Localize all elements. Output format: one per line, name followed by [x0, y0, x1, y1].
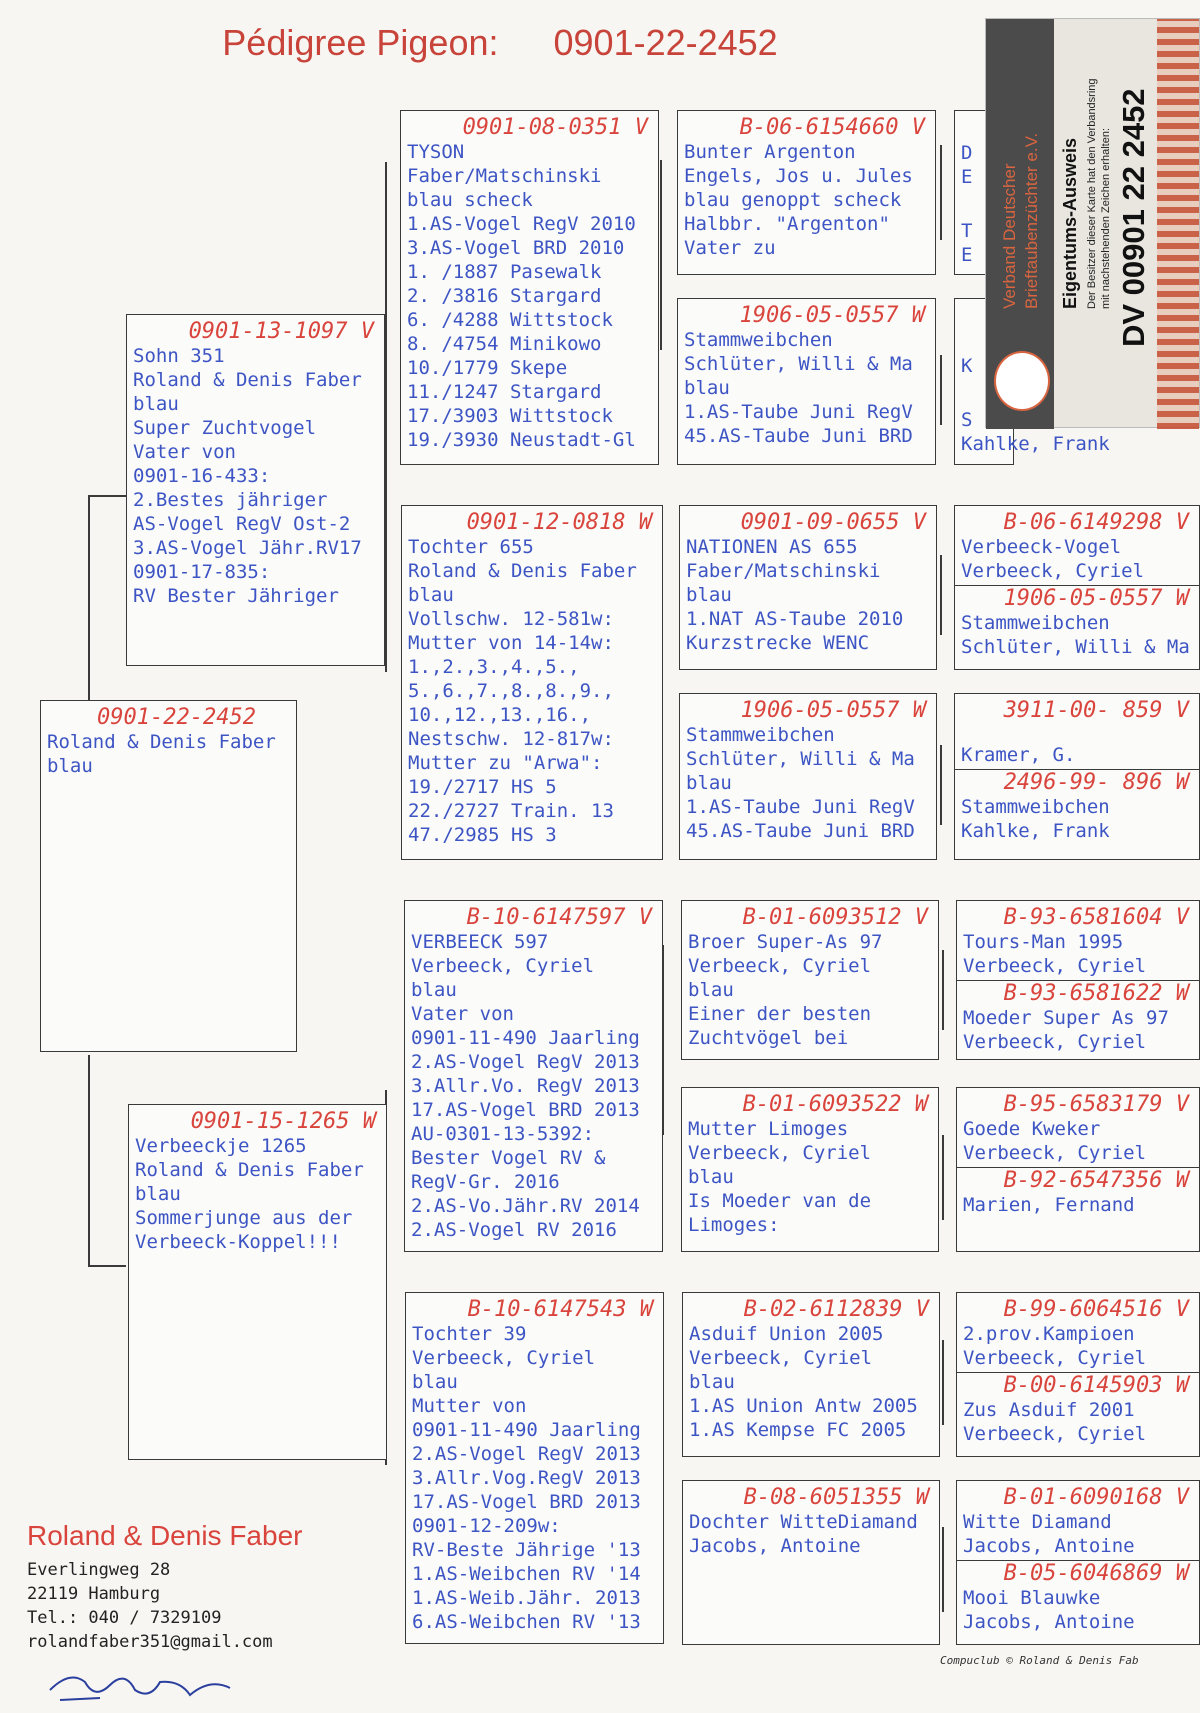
info-line: K	[961, 355, 973, 377]
info-line: Verbeeck-Vogel	[961, 536, 1122, 558]
info-line: Faber/Matschinski	[686, 560, 881, 582]
info-line: blau	[684, 377, 730, 399]
info-line: Engels, Jos u. Jules	[684, 165, 913, 187]
info-line: Mutter von	[412, 1395, 527, 1417]
connector	[88, 1265, 126, 1267]
info-line: blau	[412, 1371, 458, 1393]
info-line: T	[961, 220, 973, 242]
info-line: 1.AS-Taube Juni RegV	[686, 796, 915, 818]
info-line: Mooi Blauwke	[963, 1587, 1101, 1609]
info-line: Dochter WitteDiamand	[689, 1511, 918, 1533]
gen3-card[interactable]	[681, 900, 939, 1060]
info-line: 2.AS-Vo.Jähr.RV 2014	[411, 1195, 640, 1217]
info-line: Jacobs, Antoine	[689, 1535, 861, 1557]
info-line: 2.Bestes jähriger	[133, 489, 328, 511]
grandsire-maternal-card[interactable]	[404, 900, 663, 1252]
info-line: Verbeeck, Cyriel	[961, 560, 1145, 582]
subject-pigeon-card[interactable]	[40, 700, 297, 1052]
info-line: Marien, Fernand	[963, 1194, 1135, 1216]
info-line: Bester Vogel RV &	[411, 1147, 606, 1169]
info-line: 2.AS-Vogel RegV 2013	[411, 1051, 640, 1073]
gen3-card[interactable]	[679, 505, 937, 670]
ring-number: B-01-6090168 V	[1003, 1485, 1189, 1510]
gen4-card[interactable]	[956, 1292, 1200, 1457]
info-line: Broer Super-As 97	[688, 931, 883, 953]
info-line: 1.AS-Weibchen RV '14	[412, 1563, 641, 1585]
gen4-card[interactable]	[956, 1480, 1200, 1645]
page-title	[0, 22, 1000, 64]
info-line: Stammweibchen	[961, 612, 1110, 634]
granddam-maternal-card[interactable]	[405, 1292, 664, 1644]
ring-number: B-05-6046869 W	[1003, 1561, 1189, 1586]
info-line: Kahlke, Frank	[961, 433, 1110, 455]
info-line: 17./3903 Wittstock	[407, 405, 613, 427]
info-line: AS-Vogel RegV Ost-2	[133, 513, 351, 535]
gen4-card[interactable]	[954, 505, 1200, 670]
info-line: Verbeeck, Cyriel	[689, 1347, 873, 1369]
info-line: Bunter Argenton	[684, 141, 856, 163]
info-line: Vater von	[411, 1003, 514, 1025]
info-line: AU-0301-13-5392:	[411, 1123, 595, 1145]
info-line: Mutter Limoges	[688, 1118, 849, 1140]
grandsire-paternal-card[interactable]	[400, 110, 659, 465]
info-line: Verbeeck-Koppel!!!	[135, 1231, 341, 1253]
info-line: Witte Diamand	[963, 1511, 1112, 1533]
owner-name: Roland & Denis Faber	[27, 1520, 303, 1551]
connector	[942, 1135, 944, 1220]
info-line: Is Moeder van de	[688, 1190, 872, 1212]
ring-number: B-99-6064516 V	[1003, 1297, 1189, 1322]
connector	[940, 555, 942, 635]
ring-number: B-92-6547356 W	[1003, 1168, 1189, 1193]
info-line: 1.NAT AS-Taube 2010	[686, 608, 904, 630]
info-line: Jacobs, Antoine	[963, 1611, 1135, 1633]
info-line: 1.AS Kempse FC 2005	[689, 1419, 907, 1441]
ring-number: B-06-6149298 V	[1003, 510, 1189, 535]
info-line: 3.Allr.Vog.RegV 2013	[412, 1467, 641, 1489]
info-line: 2.prov.Kampioen	[963, 1323, 1135, 1345]
connector	[942, 1340, 944, 1425]
ring-number: 1906-05-0557 W	[740, 698, 926, 723]
owner-email[interactable]: rolandfaber351@gmail.com	[27, 1632, 273, 1652]
ring-number: 0901-09-0655 V	[740, 510, 926, 535]
ring-number: 0901-13-1097 V	[188, 319, 374, 344]
info-line: 47./2985 HS 3	[408, 824, 557, 846]
info-line: Verbeeck, Cyriel	[411, 955, 595, 977]
info-line: 5.,6.,7.,8.,8.,9.,	[408, 680, 614, 702]
info-line: E	[961, 244, 973, 266]
ring-number: B-93-6581622 W	[1003, 981, 1189, 1006]
info-line: Limoges:	[688, 1214, 780, 1236]
info-line: Tochter 39	[412, 1323, 527, 1345]
info-line: NATIONEN AS 655	[686, 536, 858, 558]
info-line: blau	[135, 1183, 181, 1205]
ring-number: 0901-08-0351 V	[462, 115, 648, 140]
info-line: Schlüter, Willi & Ma	[961, 636, 1190, 658]
info-line: Kramer, G.	[961, 744, 1076, 766]
gen3-card[interactable]	[679, 693, 937, 860]
signature	[40, 1660, 260, 1710]
ring-number: B-06-6154660 V	[739, 115, 925, 140]
info-line: S	[961, 409, 973, 431]
info-line: Einer der besten	[688, 1003, 872, 1025]
info-line: 10.,12.,13.,16.,	[408, 704, 592, 726]
pigeon-logo-icon	[994, 351, 1050, 411]
info-line: VERBEECK 597	[411, 931, 549, 953]
card-small-text: Der Besitzer dieser Karte hat den Verbandsring	[1086, 78, 1098, 309]
ring-number: 0901-22-2452	[97, 705, 256, 730]
info-line: RV Bester Jähriger	[133, 585, 339, 607]
connector	[940, 745, 942, 825]
ring-number: B-10-6147543 W	[467, 1297, 653, 1322]
owner-street: Everlingweg 28	[27, 1560, 171, 1580]
info-line: 2.AS-Vogel RV 2016	[411, 1219, 617, 1241]
info-line: 17.AS-Vogel BRD 2013	[411, 1099, 640, 1121]
info-line: Vollschw. 12-581w:	[408, 608, 614, 630]
info-line: blau	[408, 584, 454, 606]
info-line: 1. /1887 Pasewalk	[407, 261, 602, 283]
info-line: TYSON	[407, 141, 465, 163]
info-line: Verbeeck, Cyriel	[963, 1142, 1147, 1164]
info-line: blau	[411, 979, 457, 1001]
card-ring-number: DV 00901 22 2452	[1116, 88, 1151, 347]
card-org-line1: Verband Deutscher	[1000, 163, 1019, 309]
info-line: blau	[686, 772, 732, 794]
info-line: Verbeeck, Cyriel	[688, 955, 872, 977]
owner-city: 22119 Hamburg	[27, 1584, 161, 1604]
info-line: 2.AS-Vogel RegV 2013	[412, 1443, 641, 1465]
info-line: 0901-16-433:	[133, 465, 271, 487]
ring-number: B-08-6051355 W	[743, 1485, 929, 1510]
info-line: blau	[47, 755, 93, 777]
info-line: Roland & Denis Faber	[135, 1159, 364, 1181]
connector	[88, 495, 90, 705]
info-line: Stammweibchen	[686, 724, 835, 746]
gen3-card[interactable]	[681, 1087, 939, 1252]
info-line: Tochter 655	[408, 536, 534, 558]
info-line: Nestschw. 12-817w:	[408, 728, 614, 750]
info-line: Tours-Man 1995	[963, 931, 1124, 953]
card-small-text: mit nachstehenden Zeichen erhalten:	[1100, 127, 1112, 309]
info-line: blau scheck	[407, 189, 533, 211]
info-line: Roland & Denis Faber	[47, 731, 276, 753]
info-line: Faber/Matschinski	[407, 165, 602, 187]
info-line: E	[961, 166, 973, 188]
connector	[942, 1527, 944, 1612]
gen3-card[interactable]	[682, 1292, 940, 1457]
info-line: 6.AS-Weibchen RV '13	[412, 1611, 641, 1633]
gen4-card[interactable]	[956, 900, 1200, 1060]
info-line: Schlüter, Willi & Ma	[686, 748, 915, 770]
info-line: Verbeeck, Cyriel	[963, 1347, 1147, 1369]
connector	[940, 355, 942, 425]
info-line: 0901-12-209w:	[412, 1515, 561, 1537]
ring-number: B-95-6583179 V	[1003, 1092, 1189, 1117]
info-line: 3.AS-Vogel Jähr.RV17	[133, 537, 362, 559]
info-line: Verbeeck, Cyriel	[688, 1142, 872, 1164]
info-line: blau genoppt scheck	[684, 189, 902, 211]
ring-number: 0901-15-1265 W	[190, 1109, 376, 1134]
info-line: Sommerjunge aus der	[135, 1207, 353, 1229]
owner-phone: Tel.: 040 / 7329109	[27, 1608, 222, 1628]
granddam-paternal-card[interactable]	[401, 505, 663, 860]
info-line: 19./2717 HS 5	[408, 776, 557, 798]
info-line: Stammweibchen	[684, 329, 833, 351]
info-line: Verbeeckje 1265	[135, 1135, 307, 1157]
ring-number: B-10-6147597 V	[466, 905, 652, 930]
ring-number: 1906-05-0557 W	[1003, 586, 1189, 611]
info-line: 1.,2.,3.,4.,5.,	[408, 656, 580, 678]
info-line: blau	[688, 1166, 734, 1188]
info-line: D	[961, 142, 973, 164]
connector	[88, 1055, 90, 1265]
card-org-line2: Brieftaubenzüchter e.V.	[1022, 132, 1041, 309]
info-line: Kahlke, Frank	[961, 820, 1110, 842]
info-line: 1.AS Union Antw 2005	[689, 1395, 918, 1417]
info-line: 10./1779 Skepe	[407, 357, 568, 379]
info-line: Super Zuchtvogel	[133, 417, 317, 439]
info-line: blau	[133, 393, 179, 415]
connector	[940, 145, 942, 240]
info-line: 0901-17-835:	[133, 561, 271, 583]
ring-number: B-01-6093522 W	[742, 1092, 928, 1117]
info-line: 17.AS-Vogel BRD 2013	[412, 1491, 641, 1513]
info-line: Zus Asduif 2001	[963, 1399, 1135, 1421]
info-line: Sohn 351	[133, 345, 225, 367]
sire-card[interactable]	[126, 314, 385, 666]
card-band	[986, 19, 1054, 429]
gen4-card[interactable]	[954, 693, 1200, 860]
info-line: 3.AS-Vogel BRD 2010	[407, 237, 625, 259]
info-line: Vater zu	[684, 237, 776, 259]
info-line: Roland & Denis Faber	[408, 560, 637, 582]
info-line: 11./1247 Stargard	[407, 381, 602, 403]
info-line: Verbeeck, Cyriel	[412, 1347, 596, 1369]
footer-credit: Compuclub © Roland & Denis Fab	[940, 1654, 1139, 1667]
gen3-card[interactable]	[682, 1480, 940, 1645]
info-line: 3.Allr.Vo. RegV 2013	[411, 1075, 640, 1097]
info-line: Mutter zu "Arwa":	[408, 752, 603, 774]
info-line: Stammweibchen	[961, 796, 1110, 818]
info-line: blau	[688, 979, 734, 1001]
info-line: 22./2727 Train. 13	[408, 800, 614, 822]
connector	[660, 160, 662, 350]
ring-number: 0901-12-0818 W	[466, 510, 652, 535]
info-line: Jacobs, Antoine	[963, 1535, 1135, 1557]
info-line: Vater von	[133, 441, 236, 463]
ownership-card	[985, 18, 1200, 428]
dam-card[interactable]	[128, 1104, 387, 1460]
info-line: 0901-11-490 Jaarling	[411, 1027, 640, 1049]
gen3-card[interactable]	[677, 298, 936, 465]
info-line: Verbeeck, Cyriel	[963, 1423, 1147, 1445]
ring-number: B-00-6145903 W	[1003, 1373, 1189, 1398]
ring-number: B-01-6093512 V	[742, 905, 928, 930]
info-line: 1.AS-Vogel RegV 2010	[407, 213, 636, 235]
info-line: Zuchtvögel bei	[688, 1027, 849, 1049]
info-line: 45.AS-Taube Juni BRD	[684, 425, 913, 447]
title-label: Pédigree Pigeon:	[222, 22, 499, 63]
info-line: Moeder Super As 97	[963, 1007, 1169, 1029]
ring-number: B-02-6112839 V	[743, 1297, 929, 1322]
info-line: Schlüter, Willi & Ma	[684, 353, 913, 375]
ring-number: B-93-6581604 V	[1003, 905, 1189, 930]
info-line: RegV-Gr. 2016	[411, 1171, 560, 1193]
info-line: 8. /4754 Minikowo	[407, 333, 602, 355]
info-line: 1.AS-Taube Juni RegV	[684, 401, 913, 423]
info-line: blau	[686, 584, 732, 606]
info-line: 6. /4288 Wittstock	[407, 309, 613, 331]
info-line: RV-Beste Jährige '13	[412, 1539, 641, 1561]
card-heading: Eigentums-Ausweis	[1060, 137, 1080, 309]
gen3-card[interactable]	[677, 110, 936, 275]
info-line: Asduif Union 2005	[689, 1323, 884, 1345]
info-line: 2. /3816 Stargard	[407, 285, 602, 307]
info-line: Roland & Denis Faber	[133, 369, 362, 391]
connector	[942, 950, 944, 1030]
connector	[385, 162, 387, 672]
connector	[88, 495, 126, 497]
info-line: Verbeeck, Cyriel	[963, 1031, 1147, 1053]
info-line: 45.AS-Taube Juni BRD	[686, 820, 915, 842]
title-ring: 0901-22-2452	[553, 22, 778, 63]
info-line: 19./3930 Neustadt-Gl	[407, 429, 636, 451]
info-line: 1.AS-Weib.Jähr. 2013	[412, 1587, 641, 1609]
info-line: Verbeeck, Cyriel	[963, 955, 1147, 977]
info-line: blau	[689, 1371, 735, 1393]
info-line: Kurzstrecke WENC	[686, 632, 870, 654]
info-line: 0901-11-490 Jaarling	[412, 1419, 641, 1441]
info-line: Goede Kweker	[963, 1118, 1101, 1140]
info-line: Mutter von 14-14w:	[408, 632, 614, 654]
ring-number: 1906-05-0557 W	[739, 303, 925, 328]
ring-number: 3911-00- 859 V	[1003, 698, 1189, 723]
info-line: Halbbr. "Argenton"	[684, 213, 890, 235]
gen4-card[interactable]	[956, 1087, 1200, 1252]
ring-number: 2496-99- 896 W	[1003, 770, 1189, 795]
